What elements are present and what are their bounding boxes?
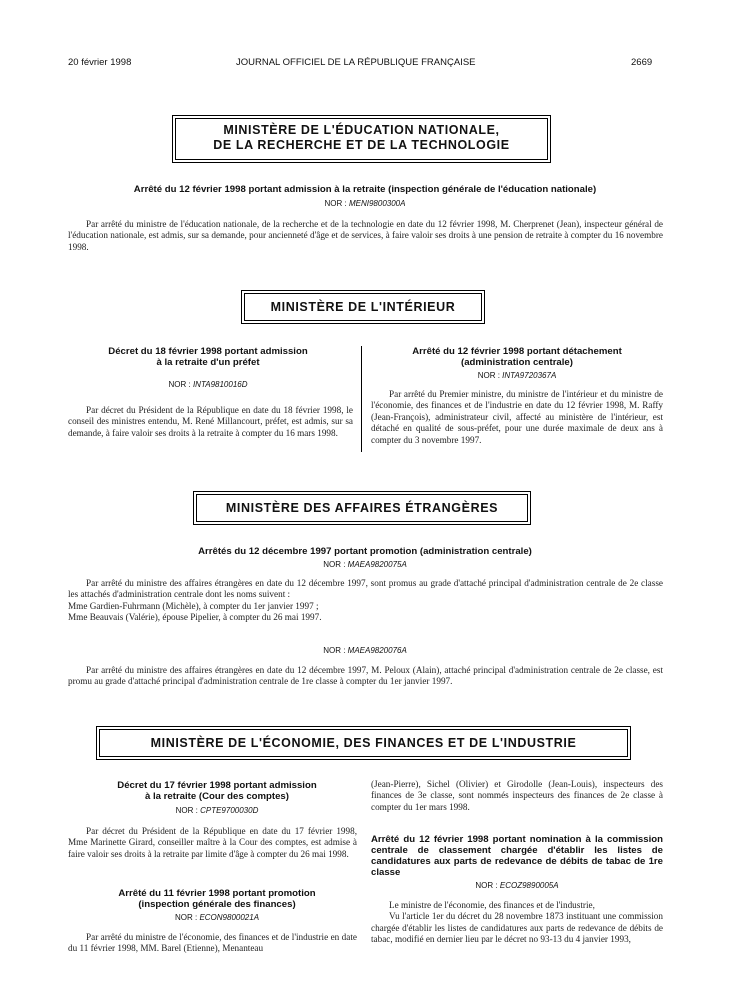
nor-code: MENI9800300A xyxy=(348,199,406,208)
paragraph: Le ministre de l'économie, des finances et de l'industrie, xyxy=(389,900,595,910)
paragraph: Par décret du Président de la République en date du 18 février 1998, le conseil des ministres entendu, M. René Millancourt, préfet, est admis, sur sa demande, à faire valoir ses droits à la retraite à compter du 16 mars 1998. xyxy=(68,405,353,438)
paragraph: Par arrêté du ministre des affaires étrangères en date du 12 décembre 1997, sont promus au grade d'attaché principal d'administration centrale de 2e classe les attachés d'administration centrale dont les noms suivent : xyxy=(68,578,663,600)
title-line: (inspection générale des finances) xyxy=(138,899,296,910)
nor-label: NOR : xyxy=(477,371,500,380)
decree-body xyxy=(371,389,663,446)
title-line: Arrêté du 11 février 1998 portant promotion xyxy=(118,888,316,899)
paragraph: Par arrêté du ministre de l'éducation nationale, de la recherche et de la technologie en date du 12 février 1998, M. Cherprenet (Jean), inspecteur général de l'éducation nationale, est admis, sur sa demande, pour ancienneté d'âge et de services, à faire valoir ses droits à une pension de retraite à compter du 16 novembre 1998. xyxy=(68,219,663,252)
paragraph: Par décret du Président de la République en date du 17 février 1998, Mme Marinette Girard, conseiller maître à la Cour des comptes, est admise à faire valoir ses droits à la retraite par limite d'âge à compter du 26 mai 1998. xyxy=(68,826,357,859)
paragraph: Par arrêté du ministre de l'économie, des finances et de l'industrie en date du 11 février 1998, MM. Barel (Etienne), Menanteau xyxy=(68,932,357,954)
decree-title xyxy=(86,780,348,802)
ministry-heading-education xyxy=(175,118,548,160)
decree-body xyxy=(68,405,353,439)
ministry-heading-economy: MINISTÈRE DE L'ÉCONOMIE, DES FINANCES ET DE L'INDUSTRIE xyxy=(99,729,628,757)
nor-code: CPTE9700030D xyxy=(200,806,259,815)
list-item: Mme Gardien-Fuhrmann (Michèle), à compter du 1er janvier 1997 ; xyxy=(68,600,319,611)
nor-label: NOR : xyxy=(323,646,346,655)
paragraph: Vu l'article 1er du décret du 28 novembre 1873 instituant une commission chargée d'établir les listes de candidatures aux parts de redevance de débits de tabac, modifié en dernier lieu par le décret no 93-13 du 4 janvier 1993, xyxy=(371,911,663,945)
nor-code: INTA9720367A xyxy=(502,371,557,380)
nor-reference xyxy=(70,560,660,569)
paragraph: Par arrêté du Premier ministre, du ministre de l'intérieur et du ministre de l'économie, des finances et de l'industrie en date du 12 février 1998, M. Raffy (Jean-François), administrateur civil, affecté au ministère de l'intérieur, est détaché en qualité de sous-préfet, pour une durée maximale de deux ans à compter du 3 novembre 1997. xyxy=(371,389,663,445)
nor-label: NOR : xyxy=(174,913,198,922)
decree-body-continued xyxy=(371,779,663,813)
decree-body xyxy=(68,665,663,688)
ministry-heading-foreign-affairs: MINISTÈRE DES AFFAIRES ÉTRANGÈRES xyxy=(196,494,528,522)
title-line: Décret du 17 février 1998 portant admission xyxy=(117,780,317,791)
ministry-heading-interior: MINISTÈRE DE L'INTÉRIEUR xyxy=(244,293,482,321)
header-date: 20 février 1998 xyxy=(68,57,132,68)
nor-reference xyxy=(86,913,348,922)
nor-label: NOR : xyxy=(175,806,198,815)
decree-title xyxy=(86,888,348,910)
decree-title: Arrêtés du 12 décembre 1997 portant promotion (administration centrale) xyxy=(198,546,532,557)
nor-reference xyxy=(372,371,662,380)
title-line: à la retraite d'un préfet xyxy=(156,357,260,368)
nor-code: MAEA9820075A xyxy=(347,560,407,569)
nor-reference xyxy=(88,380,328,389)
nor-reference xyxy=(70,646,660,655)
header-journal-title: JOURNAL OFFICIEL DE LA RÉPUBLIQUE FRANÇAISE xyxy=(236,57,476,68)
nor-code: INTA9810016D xyxy=(192,380,248,389)
nor-label: NOR : xyxy=(324,199,347,208)
title-line: Décret du 18 février 1998 portant admission xyxy=(108,346,308,357)
decree-body xyxy=(371,900,663,946)
ministry-heading-line-2: DE LA RECHERCHE ET DE LA TECHNOLOGIE xyxy=(213,138,510,152)
nor-label: NOR : xyxy=(323,560,346,569)
column-divider xyxy=(361,346,362,452)
page-number: 2669 xyxy=(631,57,653,68)
nor-code: ECON9800021A xyxy=(199,913,260,922)
decree-title: Arrêté du 12 février 1998 portant admission à la retraite (inspection générale de l'éducation nationale) xyxy=(133,184,597,195)
nor-label: NOR : xyxy=(168,380,191,389)
nor-reference xyxy=(371,881,663,890)
nor-code: MAEA9820076A xyxy=(347,646,407,655)
title-line: Arrêté du 12 février 1998 portant détachement xyxy=(412,346,622,357)
decree-body xyxy=(68,578,663,624)
nor-reference xyxy=(70,199,660,208)
decree-body xyxy=(68,932,357,955)
paragraph: Par arrêté du ministre des affaires étrangères en date du 12 décembre 1997, M. Peloux (Alain), attaché principal d'administration centrale de 2e classe, est promu au grade d'attaché principal d'administration centrale de 1re classe à compter du 1er janvier 1997. xyxy=(68,665,663,687)
nor-reference xyxy=(86,806,348,815)
decree-title xyxy=(372,346,662,368)
decree-title xyxy=(88,346,328,368)
decree-body xyxy=(68,219,663,253)
list-item: Mme Beauvais (Valérie), épouse Pipelier, à compter du 26 mai 1997. xyxy=(68,612,322,623)
title-line: à la retraite (Cour des comptes) xyxy=(145,791,289,802)
title-line: (administration centrale) xyxy=(461,357,573,368)
ministry-heading-line-1: MINISTÈRE DE L'ÉDUCATION NATIONALE, xyxy=(223,123,500,137)
nor-label: NOR : xyxy=(475,881,498,890)
nor-code: ECOZ9890005A xyxy=(499,881,559,890)
paragraph: (Jean-Pierre), Sichel (Olivier) et Girodolle (Jean-Louis), inspecteurs des finances de 3e classe, sont nommés inspecteurs des finances de 2e classe à compter du 1er mars 1998. xyxy=(371,779,663,812)
decree-title: Arrêté du 12 février 1998 portant nomination à la commission centrale de classement chargée d'établir les listes de candidatures aux parts de redevance de débits de tabac de 1re classe xyxy=(371,834,663,878)
decree-body xyxy=(68,826,357,860)
